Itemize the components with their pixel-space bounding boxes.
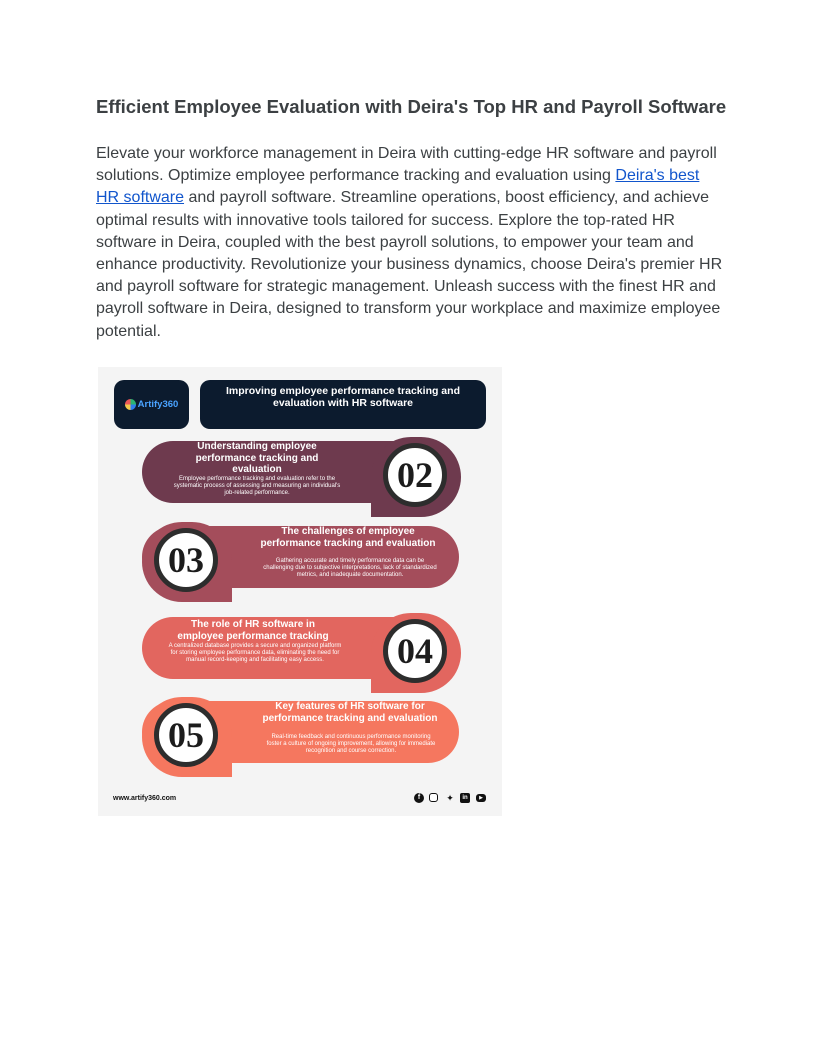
- artify360-logo: [114, 380, 189, 429]
- paragraph-text-after-link: and payroll software. Streamline operations, boost efficiency, and achieve optimal results with innovative tools tailored for success. Explore the top-rated HR software in Deira, coupled with the best payroll solutions, to empower your team and enhance productivity. Revolutionize your business dynamics, choose Deira's premier HR and payroll software for strategic management. Unleash success with the finest HR and payroll software in Deira, designed to transform your workplace and maximize employee potential.: [96, 189, 723, 340]
- card-05-heading: Key features of HR software for performance tracking and evaluation: [262, 701, 438, 724]
- card-04-heading: The role of HR software in employee performance tracking: [177, 619, 329, 642]
- card-02-description: Employee performance tracking and evaluation refer to the systematic process of assessing and measuring an individual's job-related performance.: [173, 476, 341, 496]
- paragraph-text-before-link: Elevate your workforce management in Deira with cutting-edge HR software and payroll solutions. Optimize employee performance tracking and evaluation using: [96, 145, 717, 185]
- infographic-image: [98, 367, 502, 816]
- card-03-description: Gathering accurate and timely performance data can be challenging due to subjective interpretations, lack of standardized metrics, and inadequate documentation.: [263, 558, 437, 578]
- logo-text: Artify360: [137, 399, 179, 410]
- card-02-heading: Understanding employee performance tracking and evaluation: [195, 441, 319, 475]
- linkedin-icon: in: [460, 793, 470, 803]
- infographic-title: Improving employee performance tracking and evaluation with HR software: [200, 380, 486, 429]
- card-04-number: 04: [383, 619, 447, 683]
- card-02-number: 02: [383, 443, 447, 507]
- facebook-icon: f: [414, 793, 424, 803]
- card-05-number-badge: [142, 697, 232, 777]
- card-04-number-badge: [371, 613, 461, 693]
- body-paragraph: [96, 143, 726, 343]
- youtube-icon: ▶: [476, 794, 486, 802]
- globe-icon: [125, 399, 136, 410]
- instagram-icon: [429, 793, 438, 802]
- card-05-description: Real-time feedback and continuous performance monitoring foster a culture of ongoing improvement, allowing for immediate recognition and course correction.: [266, 734, 436, 754]
- twitter-icon: ✦: [446, 793, 454, 803]
- card-03-number-badge: [142, 522, 232, 602]
- deira-best-hr-software-link[interactable]: Deira's best HR software: [96, 167, 700, 207]
- footer-url: www.artify360.com: [113, 795, 177, 802]
- card-04-description: A centralized database provides a secure and organized platform for storing employee performance data, eliminating the need for manual record-keeping and facilitating easy access.: [168, 643, 342, 663]
- card-02-number-badge: [371, 437, 461, 517]
- card-03-number: 03: [154, 528, 218, 592]
- card-03-heading: The challenges of employee performance tracking and evaluation: [260, 526, 436, 549]
- card-05-number: 05: [154, 703, 218, 767]
- page-title: Efficient Employee Evaluation with Deira's Top HR and Payroll Software: [96, 96, 727, 117]
